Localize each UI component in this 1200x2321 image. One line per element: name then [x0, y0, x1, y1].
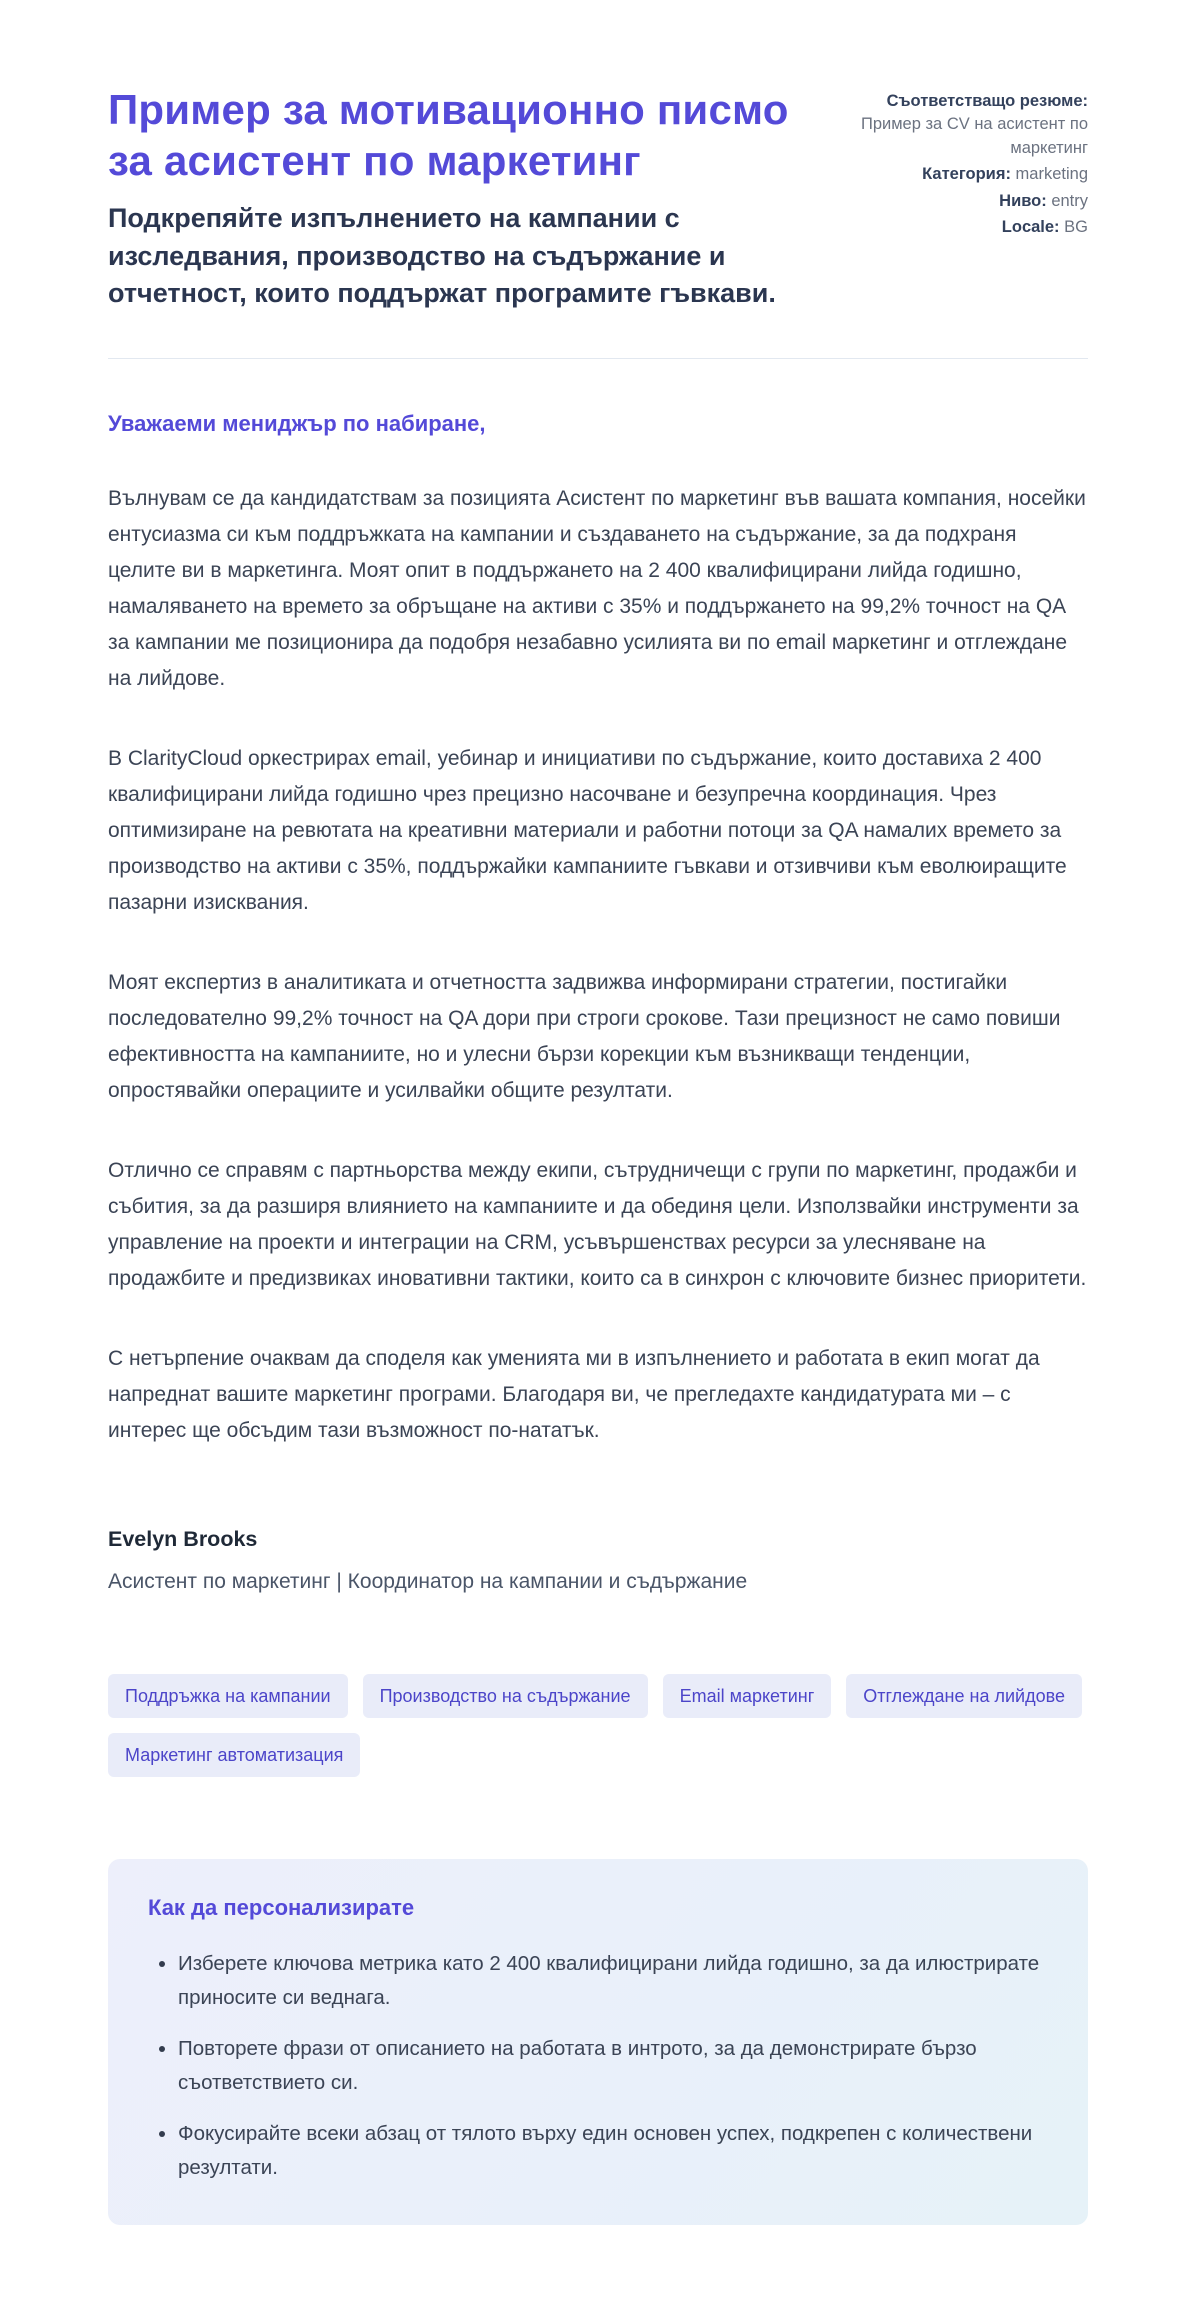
panel-bullet-item: • Повторете фрази от описанието на работата в интрото, за да демонстрирате бързо съответствието си.	[178, 2032, 1048, 2100]
panel-bullet-list	[148, 1947, 1048, 2185]
tag-list	[108, 1674, 1088, 1777]
meta-row-level	[856, 190, 1088, 213]
meta-row-matching-resume	[856, 90, 1088, 160]
meta-label: Locale:	[1001, 218, 1060, 237]
meta-value: entry	[1051, 191, 1088, 210]
header-titles	[108, 84, 816, 312]
tag-chip: Производство на съдържание	[363, 1674, 648, 1718]
meta-row-category	[856, 163, 1088, 186]
tag-chip: Email маркетинг	[663, 1674, 832, 1718]
meta-label: Съответстващо резюме:	[886, 92, 1088, 110]
letter-body	[108, 411, 1088, 1594]
signature-name: Evelyn Brooks	[108, 1527, 258, 1552]
tag-chip: Маркетинг автоматизация	[108, 1733, 360, 1777]
signature-role: Асистент по маркетинг | Координатор на кампании и съдържание	[108, 1570, 748, 1594]
page-header	[108, 84, 1088, 312]
meta-value: Пример за CV на асистент по маркетинг	[860, 115, 1088, 157]
letter-paragraph-2: В ClarityCloud оркестрирах email, уебинар и инициативи по съдържание, които доставиха 2 400 квалифицирани лийда годишно чрез прецизно насочване и безупречна координация. Чрез оптимизиране на ревютата на креативни материали и работни потоци за QA намалих времето за производство на активи с 35%, поддържайки кампаниите гъвкави и отзивчиви към еволюиращите пазарни изисквания.	[108, 747, 1067, 915]
meta-label: Ниво:	[999, 191, 1047, 210]
letter-paragraph-5: С нетърпение очаквам да споделя как уменията ми в изпълнението и работата в екип могат да напреднат вашите маркетинг програми. Благодаря ви, че прегледахте кандидатурата ми – с интерес ще обсъдим тази възможност по-нататък.	[108, 1347, 1040, 1443]
header-divider	[108, 358, 1088, 359]
meta-row-locale	[856, 216, 1088, 239]
page-subtitle: Подкрепяйте изпълнението на кампании с изследвания, производство на съдържание и отчетност, които поддържат програмите гъвкави.	[108, 203, 776, 308]
letter-paragraph-4: Отлично се справям с партньорства между екипи, сътрудничещи с групи по маркетинг, продажби и събития, за да разширя влиянието на кампаниите и да обединя цели. Използвайки инструменти за управление на проекти и интеграции на CRM, усъвършенствах ресурси за улесняване на продажбите и предизвиках иновативни тактики, които са в синхрон с ключовите бизнес приоритети.	[108, 1159, 1087, 1291]
meta-value: marketing	[1015, 165, 1088, 184]
meta-value: BG	[1064, 218, 1088, 237]
letter-paragraph-1: Вълнувам се да кандидатствам за позицията Асистент по маркетинг във вашата компания, носейки ентусиазма си към поддръжката на кампании и създаването на съдържание, за да подхраня целите ви в маркетинга. Моят опит в поддържането на 2 400 квалифицирани лийда годишно, намаляването на времето за обръщане на активи с 35% и поддържането на 99,2% точност на QA за кампании ме позиционира да подобря незабавно усилията ви по email маркетинг и отглеждане на лийдове.	[108, 487, 1086, 691]
letter-paragraph-3: Моят експертиз в аналитиката и отчетността задвижва информирани стратегии, постигайки последователно 99,2% точност на QA дори при строги срокове. Тази прецизност не само повиши ефективността на кампаниите, но и улесни бързи корекции към възникващи тенденции, опростявайки операциите и усилвайки общите резултати.	[108, 971, 1061, 1103]
meta-list	[856, 84, 1088, 243]
tag-chip: Поддръжка на кампании	[108, 1674, 348, 1718]
panel-heading: Как да персонализирате	[148, 1895, 415, 1921]
tag-chip: Отглеждане на лийдове	[846, 1674, 1082, 1718]
meta-label: Категория:	[922, 165, 1011, 184]
panel-bullet-item: • Изберете ключова метрика като 2 400 квалифицирани лийда годишно, за да илюстрирате приносите си веднага.	[178, 1947, 1048, 2015]
panel-bullet-item: • Фокусирайте всеки абзац от тялото върху един основен успех, подкрепен с количествени резултати.	[178, 2117, 1048, 2185]
personalization-panel	[108, 1859, 1088, 2225]
letter-salutation: Уважаеми мениджър по набиране,	[108, 411, 486, 437]
page-title: Пример за мотивационно писмо за асистент по маркетинг	[108, 86, 789, 185]
